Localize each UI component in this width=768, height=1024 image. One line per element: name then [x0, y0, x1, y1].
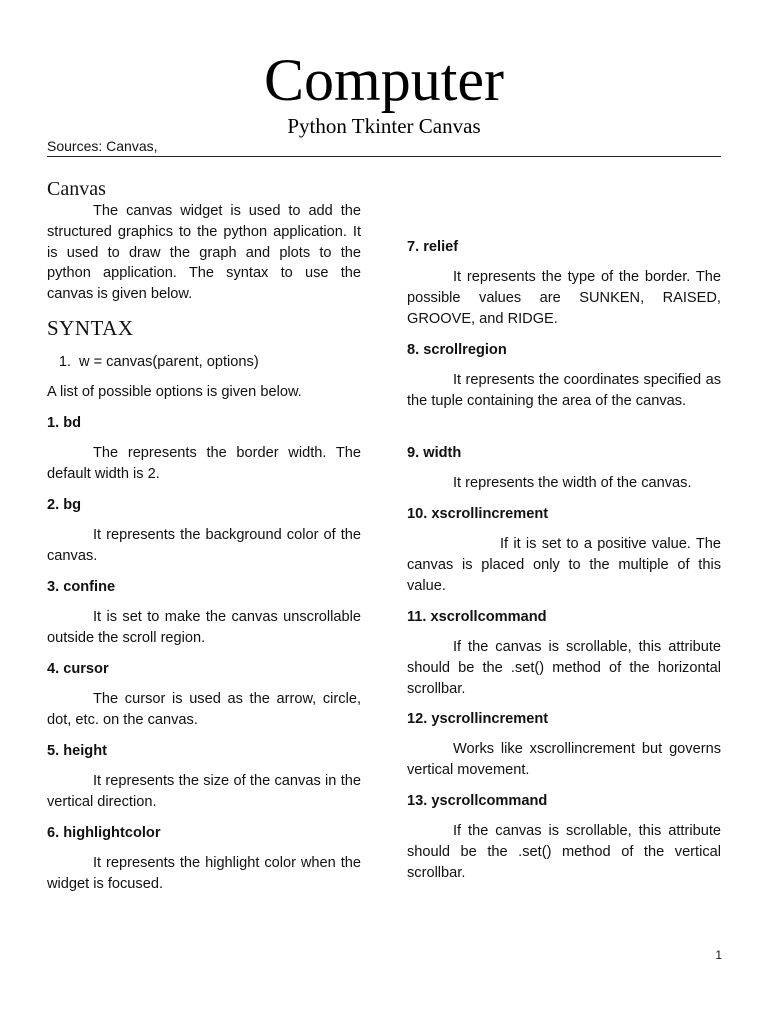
option-desc-width: It represents the width of the canvas. — [453, 475, 692, 491]
syntax-list-item — [47, 352, 361, 372]
options-intro: A list of possible options is given below. — [47, 384, 302, 400]
option-desc-height: It represents the size of the canvas in the vertical direction. — [47, 773, 361, 810]
option-title-xscrollincrement: 10. xscrollincrement — [407, 506, 549, 522]
syntax-item-text: w = canvas(parent, options) — [79, 354, 259, 370]
option-title-xscrollcommand: 11. xscrollcommand — [407, 609, 547, 625]
option-title-cursor: 4. cursor — [47, 661, 109, 677]
option-title-highlightcolor: 6. highlightcolor — [47, 825, 161, 841]
option-title-scrollregion: 8. scrollregion — [407, 342, 507, 358]
option-desc-confine: It is set to make the canvas unscrollable outside the scroll region. — [47, 609, 361, 646]
option-title-yscrollincrement: 12. yscrollincrement — [407, 711, 549, 727]
option-desc-relief: It represents the type of the border. The possible values are SUNKEN, RAISED, GROOVE, and RIDGE. — [407, 269, 721, 327]
page-number: 1 — [715, 948, 722, 962]
option-title-bg: 2. bg — [47, 497, 82, 513]
option-title-bd: 1. bd — [47, 415, 82, 431]
option-desc-bd: The represents the border width. The default width is 2. — [47, 445, 361, 482]
option-desc-yscrollincrement: Works like xscrollincrement but governs vertical movement. — [407, 741, 721, 778]
sources-line: Sources: Canvas, — [47, 138, 158, 154]
canvas-heading: Canvas — [47, 178, 106, 200]
option-title-width: 9. width — [407, 445, 462, 461]
option-title-yscrollcommand: 13. yscrollcommand — [407, 793, 548, 809]
option-desc-xscrollcommand: If the canvas is scrollable, this attribute should be the .set() method of the horizontal scrollbar. — [407, 639, 721, 697]
header-divider — [47, 156, 721, 157]
option-desc-scrollregion: It represents the coordinates specified as the tuple containing the area of the canvas. — [407, 372, 721, 409]
option-title-height: 5. height — [47, 743, 107, 759]
option-desc-bg: It represents the background color of the canvas. — [47, 527, 361, 564]
canvas-paragraph: The canvas widget is used to add the structured graphics to the python application. It is used to draw the graph and plots to the python application. The syntax to use the canvas is given below. — [47, 203, 361, 303]
option-desc-highlightcolor: It represents the highlight color when the widget is focused. — [47, 855, 361, 892]
document-title: Computer — [264, 47, 504, 113]
option-desc-xscrollincrement: If it is set to a positive value. The canvas is placed only to the multiple of this value. — [407, 536, 721, 594]
syntax-item-number: 1. — [58, 354, 71, 370]
syntax-heading: SYNTAX — [47, 316, 134, 340]
option-desc-cursor: The cursor is used as the arrow, circle, dot, etc. on the canvas. — [47, 691, 361, 728]
option-title-confine: 3. confine — [47, 579, 116, 595]
document-subtitle: Python Tkinter Canvas — [287, 114, 481, 138]
option-desc-yscrollcommand: If the canvas is scrollable, this attribute should be the .set() method of the vertical scrollbar. — [407, 823, 721, 881]
option-title-relief: 7. relief — [407, 239, 459, 255]
